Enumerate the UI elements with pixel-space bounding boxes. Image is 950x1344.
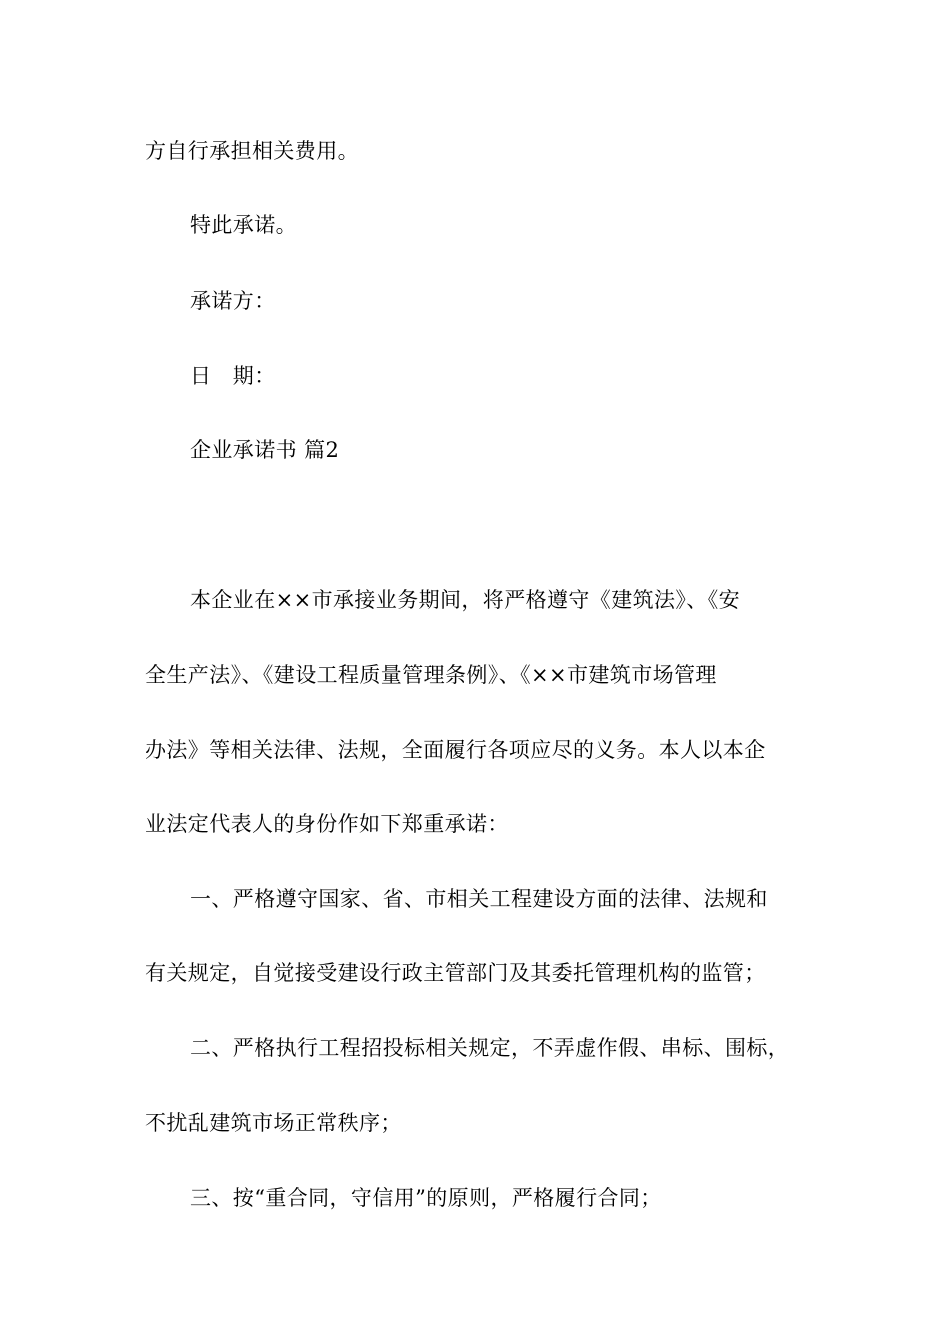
paragraph1-line3: 办法》等相关法律、法规，全面履行各项应尽的义务。本人以本企	[145, 738, 766, 762]
item1-line2: 有关规定，自觉接受建设行政主管部门及其委托管理机构的监管；	[145, 961, 766, 985]
paragraph1-line2: 全生产法》、《建设工程质量管理条例》、《××市建筑市场管理	[145, 663, 717, 687]
signatory-label: 承诺方：	[190, 289, 276, 313]
paragraph1-line4: 业法定代表人的身份作如下郑重承诺：	[145, 812, 509, 836]
paragraph1-line1: 本企业在××市承接业务期间，将严格遵守《建筑法》、《安	[190, 588, 740, 612]
section-heading: 企业承诺书 篇2	[190, 438, 340, 462]
date-label: 日 期：	[190, 364, 276, 388]
continuation-line: 方自行承担相关费用。	[145, 139, 359, 163]
item2-line2: 不扰乱建筑市场正常秩序；	[145, 1111, 402, 1135]
closing-line: 特此承诺。	[190, 213, 297, 237]
item1-line1: 一、严格遵守国家、省、市相关工程建设方面的法律、法规和	[190, 887, 768, 911]
item2-line1: 二、严格执行工程招投标相关规定，不弄虚作假、串标、围标，	[190, 1036, 790, 1060]
item3-line1: 三、按“重合同，守信用”的原则，严格履行合同；	[190, 1186, 662, 1210]
